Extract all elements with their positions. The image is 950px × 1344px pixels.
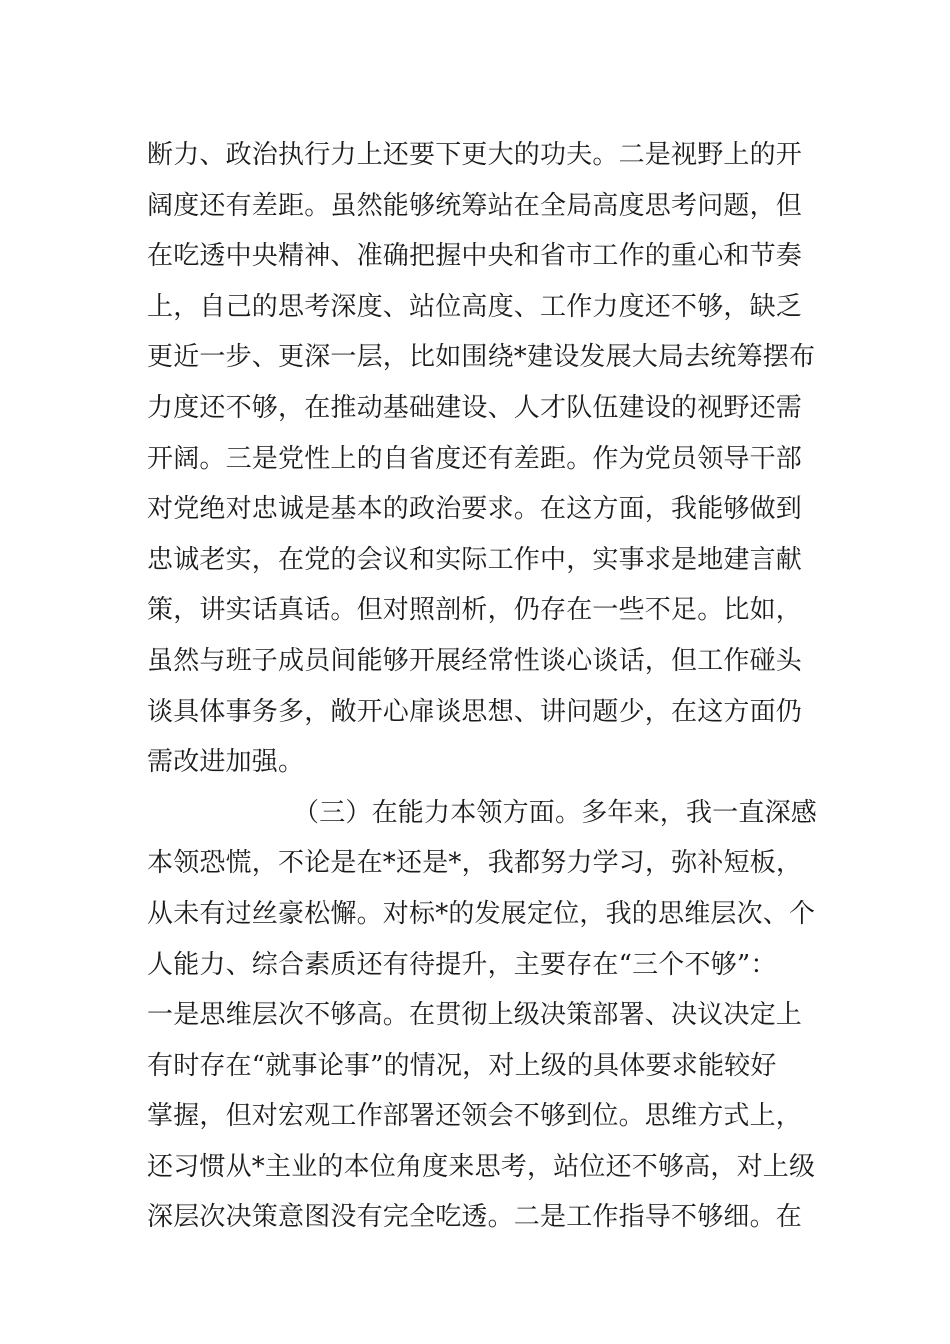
text-line: 开阔。三是党性上的自省度还有差距。作为党员领导干部 bbox=[147, 443, 803, 474]
text-line: 从未有过丝豪松懈。对标*的发展定位，我的思维层次、个 bbox=[147, 898, 816, 929]
text-line: 谈具体事务多，敞开心扉谈思想、讲问题少，在这方面仍 bbox=[147, 696, 803, 727]
text-line: 需改进加强。 bbox=[147, 747, 305, 778]
text-line: 掌握，但对宏观工作部署还领会不够到位。思维方式上， bbox=[147, 1101, 803, 1132]
text-line: 本领恐慌，不论是在*还是*，我都努力学习，弥补短板， bbox=[147, 848, 803, 879]
text-line: 人能力、综合素质还有待提升，主要存在“三个不够”： bbox=[147, 949, 777, 980]
text-line: 在吃透中央精神、准确把握中央和省市工作的重心和节奏 bbox=[147, 241, 803, 272]
section-heading-line: （三）在能力本领方面。多年来，我一直深感 bbox=[293, 797, 818, 828]
text-line: 一是思维层次不够高。在贯彻上级决策部署、决议决定上 bbox=[147, 1000, 803, 1031]
text-line: 策，讲实话真话。但对照剖析，仍存在一些不足。比如， bbox=[147, 595, 803, 626]
text-line: 力度还不够，在推动基础建设、人才队伍建设的视野还需 bbox=[147, 392, 803, 423]
text-line: 还习惯从*主业的本位角度来思考，站位还不够高，对上级 bbox=[147, 1151, 816, 1182]
text-line: 对党绝对忠诚是基本的政治要求。在这方面，我能够做到 bbox=[147, 494, 803, 525]
text-line: 虽然与班子成员间能够开展经常性谈心谈话，但工作碰头 bbox=[147, 645, 803, 676]
text-line: 断力、政治执行力上还要下更大的功夫。二是视野上的开 bbox=[147, 140, 803, 170]
text-line: 深层次决策意图没有完全吃透。二是工作指导不够细。在 bbox=[147, 1202, 803, 1233]
text-line: 上，自己的思考深度、站位高度、工作力度还不够，缺乏 bbox=[147, 291, 803, 322]
text-line: 更近一步、更深一层，比如围绕*建设发展大局去统筹摆布 bbox=[147, 342, 816, 373]
text-line: 阔度还有差距。虽然能够统筹站在全局高度思考问题，但 bbox=[147, 190, 803, 221]
text-line: 忠诚老实，在党的会议和实际工作中，实事求是地建言献 bbox=[147, 544, 803, 575]
text-line: 有时存在“就事论事”的情况，对上级的具体要求能较好 bbox=[147, 1050, 777, 1081]
body-text bbox=[147, 130, 818, 1243]
